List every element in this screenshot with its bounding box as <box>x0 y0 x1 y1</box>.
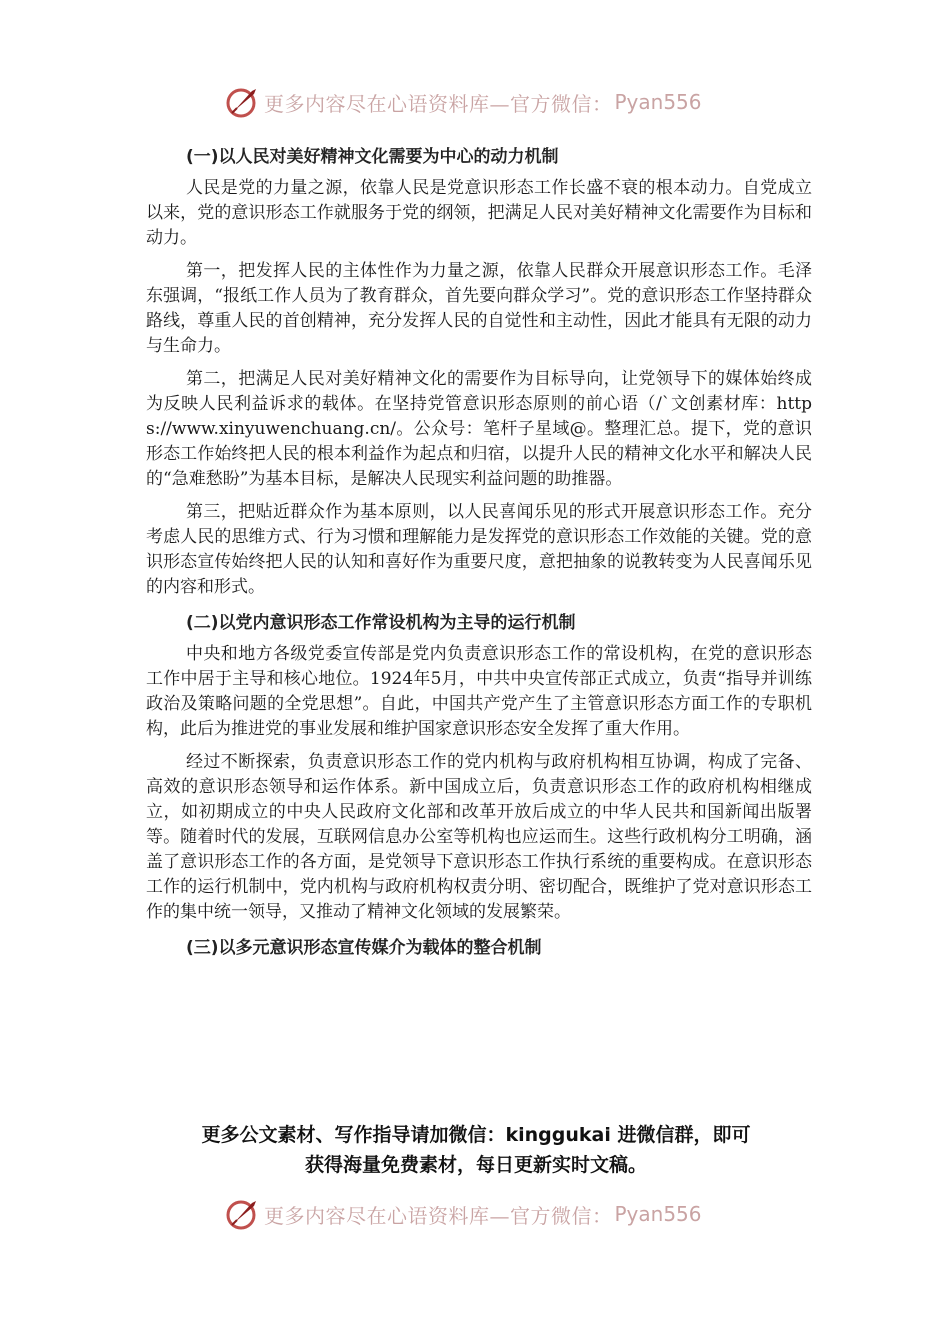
section-2-paragraph: 中央和地方各级党委宣传部是党内负责意识形态工作的常设机构，在党的意识形态工作中居于主导和核心地位。1924年5月，中共中央宣传部正式成立，负责“指导并训练政治及策略问题的全党思想”。自此，中国共产党产生了主管意识形态方面工作的专职机构，此后为推进党的事业发展和维护国家意识形态安全发挥了重大作用。 <box>146 644 812 739</box>
banner-wechat-id: Pyan556 <box>614 90 702 114</box>
section-1-paragraph: 第二，把满足人民对美好精神文化的需要作为目标导向，让党领导下的媒体始终成为反映人民利益诉求的载体。在坚持党管意识形态原则的前心语（/`文创素材库：https://www.xinyuwenchuang.cn/。公众号：笔杆子星域@。整理汇总。提下，党的意识形态工作始终把人民的根本利益作为起点和归宿，以提升人民的精神文化水平和解决人民的“急难愁盼”为基本目标，是解决人民现实利益问题的助推器。 <box>146 369 812 489</box>
section-1-heading: (一)以人民对美好精神文化需要为中心的动力机制 <box>186 147 559 167</box>
section-1-paragraph: 人民是党的力量之源，依靠人民是党意识形态工作长盛不衰的根本动力。自党成立以来，党的意识形态工作就服务于党的纲领，把满足人民对美好精神文化需要作为目标和动力。 <box>146 178 812 248</box>
section-2-heading: (二)以党内意识形态工作常设机构为主导的运行机制 <box>186 613 576 633</box>
footer-banner <box>226 1196 726 1232</box>
banner-wechat-id: Pyan556 <box>614 1202 702 1226</box>
banner-text: 更多内容尽在心语资料库—官方微信： <box>264 1203 613 1228</box>
header-banner <box>226 84 726 120</box>
promo-line-2: 获得海量免费素材，每日更新实时文稿。 <box>304 1154 647 1176</box>
promo-line-1: 更多公文素材、写作指导请加微信：kinggukai 进微信群，即可 <box>201 1124 751 1146</box>
article-body <box>146 142 812 967</box>
section-1-paragraph: 第三，把贴近群众作为基本原则，以人民喜闻乐见的形式开展意识形态工作。充分考虑人民的思维方式、行为习惯和理解能力是发挥党的意识形态工作效能的关键。党的意识形态宣传始终把人民的认知和喜好作为重要尺度，意把抽象的说教转变为人民喜闻乐见的内容和形式。 <box>146 502 812 597</box>
promo-notice <box>120 1120 832 1180</box>
section-3-heading: (三)以多元意识形态宣传媒介为载体的整合机制 <box>186 938 542 958</box>
section-2-paragraph: 经过不断探索，负责意识形态工作的党内机构与政府机构相互协调，构成了完备、高效的意识形态领导和运作体系。新中国成立后，负责意识形态工作的政府机构相继成立，如初期成立的中央人民政府文化部和改革开放后成立的中华人民共和国新闻出版署等。随着时代的发展，互联网信息办公室等机构也应运而生。这些行政机构分工明确，涵盖了意识形态工作的各方面，是党领导下意识形态工作执行系统的重要构成。在意识形态工作的运行机制中，党内机构与政府机构权责分明、密切配合，既维护了党对意识形态工作的集中统一领导，又推动了精神文化领域的发展繁荣。 <box>146 752 812 922</box>
banner-text: 更多内容尽在心语资料库—官方微信： <box>264 91 613 116</box>
quill-pen-logo-icon <box>226 85 260 119</box>
section-1-paragraph: 第一，把发挥人民的主体性作为力量之源，依靠人民群众开展意识形态工作。毛泽东强调，“报纸工作人员为了教育群众，首先要向群众学习”。党的意识形态工作坚持群众路线，尊重人民的首创精神，充分发挥人民的自觉性和主动性，因此才能具有无限的动力与生命力。 <box>146 261 812 356</box>
quill-pen-logo-icon <box>226 1197 260 1231</box>
